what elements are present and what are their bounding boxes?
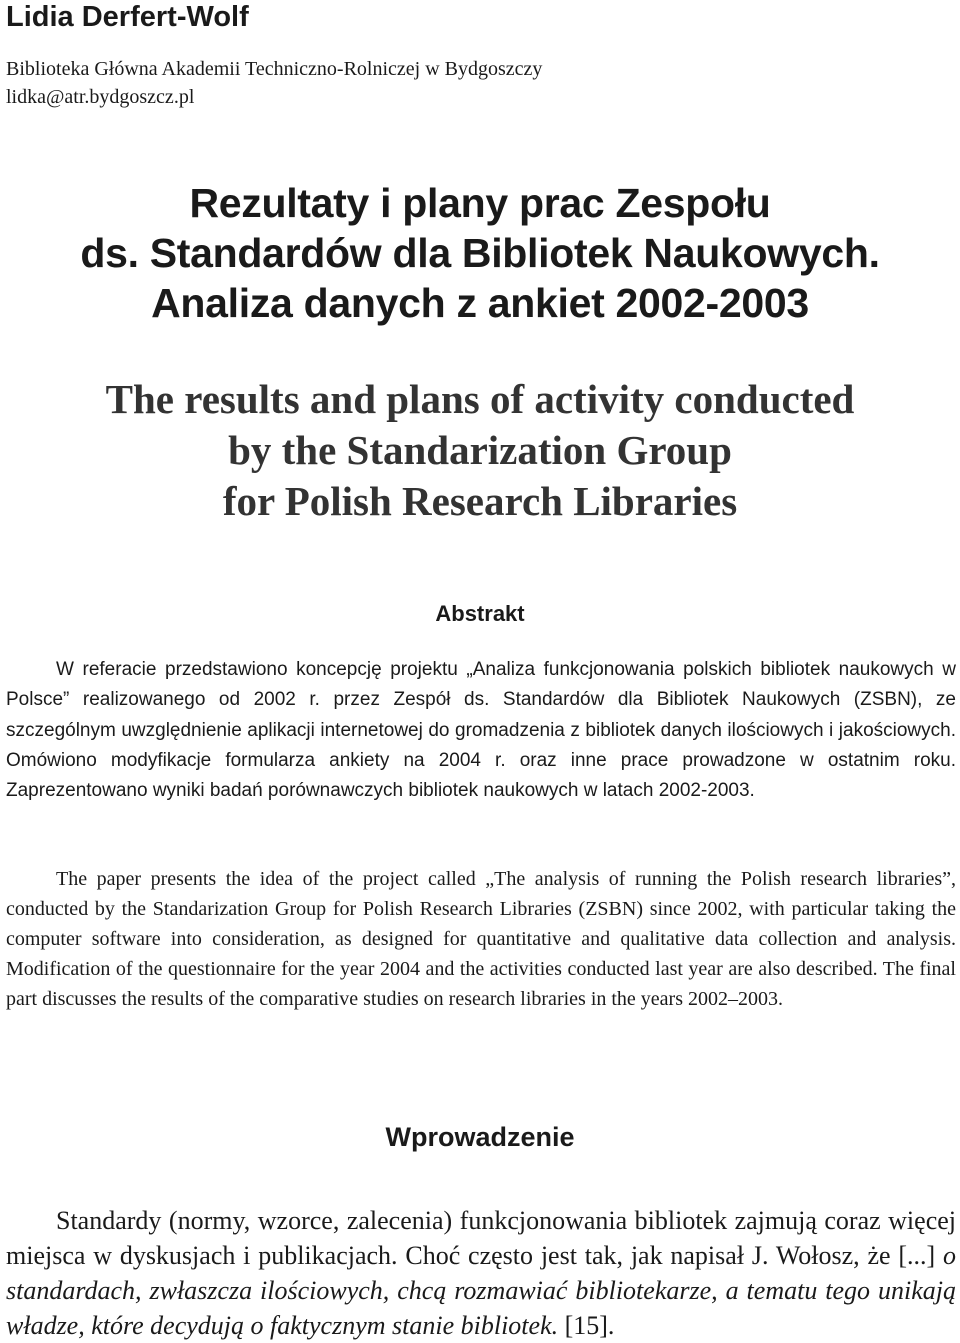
abstract-polish: W referacie przedstawiono koncepcję projektu „Analiza funkcjonowania polskich bibliotek naukowych w Polsce” realizowanego od 2002 r. przez Zespół ds. Standardów dla Bibliotek Naukowych (ZSBN), ze szczególnym uwzględnienie aplikacji internetowej do gromadzenia z bibliotek danych ilościowych i jakościowych. Omówiono modyfikacje formularza ankiety na 2004 r. oraz inne prace prowadzone w ostatnim roku. Zaprezentowano wyniki badań porównawczych bibliotek naukowych w latach 2002-2003. xyxy=(6,659,956,802)
title-polish-line: Analiza danych z ankiet 2002-2003 xyxy=(151,280,809,326)
title-english xyxy=(0,374,960,527)
introduction-reference: [15]. xyxy=(558,1311,615,1340)
section-heading-introduction: Wprowadzenie xyxy=(385,1122,575,1152)
title-polish-line: Rezultaty i plany prac Zespołu xyxy=(189,180,771,226)
author-institution: Biblioteka Główna Akademii Techniczno-Rolniczej w Bydgoszczy xyxy=(6,58,543,80)
title-polish-line: ds. Standardów dla Bibliotek Naukowych. xyxy=(80,230,880,276)
introduction-quote: o standardach, zwłaszcza ilościowych, chcą rozmawiać bibliotekarze, a tematu tego unikają władze, które decydują o faktycznym stanie bibliotek. xyxy=(6,1241,956,1340)
abstract-english: The paper presents the idea of the project called „The analysis of running the Polish research libraries”, conducted by the Standarization Group for Polish Research Libraries (ZSBN) since 2002, with particular taking the computer software into consideration, as designed for quantitative and qualitative data collection and analysis. Modification of the questionnaire for the year 2004 and the activities conducted last year are also described. The final part discusses the results of the comparative studies on research libraries in the years 2002–2003. xyxy=(6,868,956,1010)
title-english-line: for Polish Research Libraries xyxy=(222,478,738,524)
introduction-text: Standardy (normy, wzorce, zalecenia) funkcjonowania bibliotek zajmują coraz więcej miejsca w dyskusjach i publikacjach. Choć często jest tak, jak napisał J. Wołosz, że [...] xyxy=(6,1206,956,1270)
title-english-line: The results and plans of activity conducted xyxy=(105,376,855,422)
author-email: lidka@atr.bydgoszcz.pl xyxy=(6,86,195,108)
title-english-line: by the Standarization Group xyxy=(228,427,732,473)
title-polish xyxy=(0,178,960,328)
abstract-heading: Abstrakt xyxy=(435,601,525,626)
introduction-paragraph xyxy=(6,1203,956,1343)
author-name: Lidia Derfert-Wolf xyxy=(6,1,249,33)
